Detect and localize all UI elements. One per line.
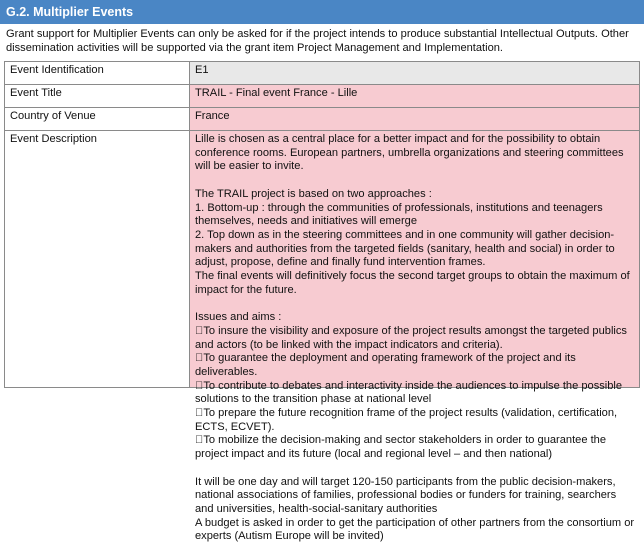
event-description-value[interactable] — [190, 131, 640, 543]
aim-item:  To guarantee the deployment and operating framework of the project and its deliverables. — [195, 352, 579, 378]
aim-item:  To contribute to debates and interactivity inside the audiences to impulse the possible solutions to the transition phase at national level — [195, 379, 626, 406]
description-paragraph: The TRAIL project is based on two approaches : — [195, 187, 432, 200]
event-title-label: Event Title — [5, 85, 190, 108]
country-of-venue-value[interactable]: France — [190, 108, 640, 131]
event-identification-value[interactable]: E1 — [190, 62, 640, 85]
description-paragraph: 1. Bottom-up : through the communities of professionals, institutions and teenagers themselves, needs and initiatives will emerge — [195, 201, 606, 228]
aim-item:  To insure the visibility and exposure of the project results amongst the targeted publics and actors (to be linked with the impact indicators and criteria). — [195, 324, 631, 351]
description-paragraph: The final events will definitively focus the second target groups to obtain the maximum of impact for the future. — [195, 270, 633, 296]
description-paragraph: Issues and aims : — [195, 311, 282, 324]
intro-text: Grant support for Multiplier Events can only be asked for if the project intends to produce substantial Intellectual Outputs. Other dissemination activities will be supported via the grant item Project Management and Implementation. — [6, 28, 629, 54]
description-paragraph: A budget is asked in order to get the participation of other partners from the consortium or experts (Autism Europe will be invited) — [195, 516, 638, 543]
country-of-venue-label: Country of Venue — [5, 108, 190, 131]
event-identification-label: Event Identification — [5, 62, 190, 85]
description-paragraph: It will be one day and will target 120-150 participants from the public decision-makers, national associations of families, professional bodies or funders for training, searchers and universities, health-social-sanitary authorities — [195, 475, 620, 515]
aim-item:  To mobilize the decision-making and sector stakeholders in order to guarantee the project impact and its future (local and regional level – and then national) — [195, 434, 610, 461]
table-row-event-identification — [5, 62, 640, 85]
aim-item:  To prepare the future recognition frame of the project results (validation, certification, ECTS, ECVET). — [195, 407, 621, 433]
table-row-event-description — [5, 131, 640, 388]
description-paragraph: Lille is chosen as a central place for a better impact and for the possibility to obtain conference rooms. European partners, umbrella organizations and steering committees will be easier to invite. — [195, 133, 627, 173]
description-paragraph: 2. Top down as in the steering committees and in one community will gather decision-makers and authorities from the targeted fields (sanitary, health and social) in order to adjust, propose, define and finally fund intervention frames. — [195, 228, 618, 269]
event-title-value[interactable]: TRAIL - Final event France - Lille — [190, 85, 640, 108]
table-row-country-of-venue — [5, 108, 640, 131]
multiplier-event-table — [4, 61, 640, 543]
table-row-event-title — [5, 85, 640, 108]
section-title: G.2. Multiplier Events — [0, 0, 644, 24]
event-description-label: Event Description — [5, 131, 190, 388]
